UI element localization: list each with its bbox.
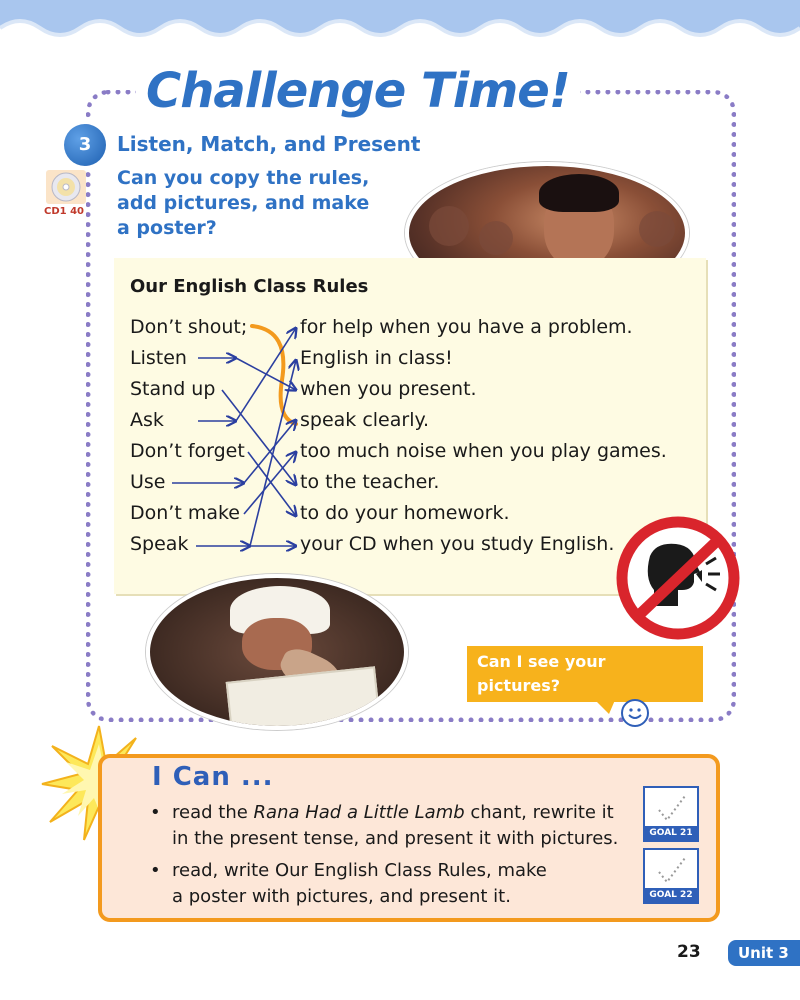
smiley-icon: [620, 698, 650, 728]
photo-boy-writing: [146, 574, 408, 730]
rule-start: Ask: [130, 409, 164, 431]
item-text: read the: [172, 802, 254, 823]
item-text: read, write Our English Class Rules, make: [172, 860, 547, 881]
chant-title: Rana Had a Little Lamb: [253, 802, 465, 823]
page-number: 23: [677, 942, 701, 962]
rules-title: Our English Class Rules: [130, 276, 369, 297]
item-text: chant, rewrite it: [464, 802, 614, 823]
activity-title: Listen, Match, and Present: [117, 132, 421, 156]
unit-tab: Unit 3: [728, 940, 800, 966]
rule-start: Speak: [130, 533, 189, 555]
question-line: Can you copy the rules,: [117, 167, 370, 189]
speech-line: Very nice!: [477, 700, 568, 719]
page-title: Challenge Time!: [136, 58, 580, 124]
goal-label: GOAL 21: [645, 826, 697, 840]
rule-start: Use: [130, 471, 166, 493]
bullet: •: [150, 860, 161, 881]
speech-bubble: [467, 646, 703, 719]
rule-end: when you present.: [300, 378, 477, 400]
rule-start: Listen: [130, 347, 187, 369]
item-text: a poster with pictures, and present it.: [172, 886, 511, 907]
rule-end: too much noise when you play games.: [300, 440, 667, 462]
rule-start: Stand up: [130, 378, 216, 400]
i-can-title: I Can ...: [152, 762, 274, 792]
top-wave-banner: [0, 0, 800, 60]
step-number-badge: 3: [64, 124, 106, 166]
rule-end: your CD when you study English.: [300, 533, 615, 555]
speech-bubble-tail: [595, 700, 615, 714]
rule-start: Don’t shout;: [130, 316, 248, 338]
goal-checkbox[interactable]: [643, 786, 699, 842]
i-can-item: [150, 800, 640, 852]
goal-checkbox[interactable]: [643, 848, 699, 904]
rule-start: Don’t forget: [130, 440, 245, 462]
bullet: •: [150, 802, 161, 823]
rule-start: Don’t make: [130, 502, 240, 524]
activity-question: [117, 166, 397, 241]
i-can-item-text: [150, 858, 640, 910]
checkmark-icon: [645, 850, 697, 890]
goal-label: GOAL 22: [645, 888, 697, 902]
rule-end: English in class!: [300, 347, 453, 369]
rule-end: to do your homework.: [300, 502, 510, 524]
rule-end: to the teacher.: [300, 471, 440, 493]
speech-line: Can I see your pictures?: [477, 652, 606, 695]
i-can-item-text: [150, 800, 640, 852]
i-can-item: [150, 858, 640, 910]
question-line: a poster?: [117, 217, 217, 239]
no-shouting-icon: [616, 516, 740, 640]
rule-end: speak clearly.: [300, 409, 430, 431]
checkmark-icon: [645, 788, 697, 828]
question-line: add pictures, and make: [117, 192, 370, 214]
cd-track-label: CD1 40: [44, 206, 84, 217]
rule-end: for help when you have a problem.: [300, 316, 633, 338]
item-text: in the present tense, and present it with pictures.: [172, 828, 619, 849]
cd-icon[interactable]: [46, 170, 86, 204]
